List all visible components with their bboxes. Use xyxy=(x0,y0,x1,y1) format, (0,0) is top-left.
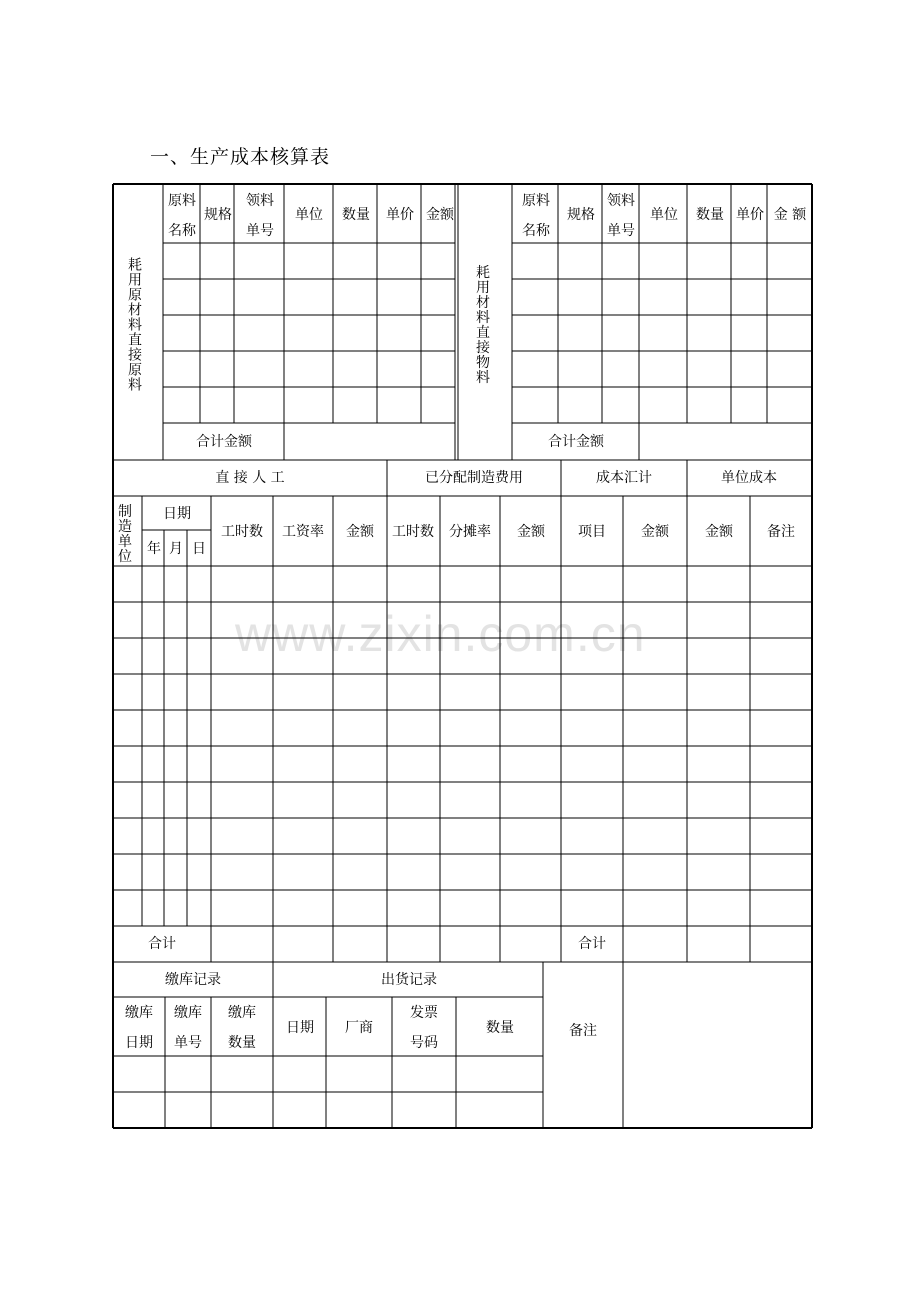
ship-qty-header: 数量 xyxy=(486,1020,514,1036)
labor-amount-header: 金额 xyxy=(346,524,374,540)
invoice-line2: 号码 xyxy=(410,1035,438,1051)
right-header-amount: 金 额 xyxy=(773,207,807,223)
date-header: 日期 xyxy=(163,506,191,522)
item-header: 项目 xyxy=(578,524,606,540)
page-title: 一、生产成本核算表 xyxy=(150,146,331,168)
left-header-req-line1: 领料 xyxy=(246,193,274,209)
remark-header: 备注 xyxy=(767,524,795,540)
left-header-amount: 金额 xyxy=(426,207,454,223)
watermark: www.zixin.com.cn xyxy=(235,606,646,662)
cost-total-left: 合计 xyxy=(148,936,176,952)
right-header-req-line1: 领料 xyxy=(607,193,635,209)
alloc-rate-header: 分摊率 xyxy=(449,524,491,540)
right-side-label: 耗用材料直接物料 xyxy=(476,265,490,386)
left-header-unit: 单位 xyxy=(295,207,323,223)
month-header: 月 xyxy=(169,541,183,557)
left-header-name-line2: 名称 xyxy=(168,223,196,239)
overhead-hours-header: 工时数 xyxy=(392,524,434,540)
summary-amount-header: 金额 xyxy=(641,524,669,540)
left-header-name-line1: 原料 xyxy=(168,193,196,209)
overhead-header: 已分配制造费用 xyxy=(425,470,523,486)
direct-labor-header: 直 接 人 工 xyxy=(215,470,285,486)
right-header-qty: 数量 xyxy=(696,207,724,223)
mfg-unit-header: 制造单位 xyxy=(118,504,132,565)
stock-qty-line2: 数量 xyxy=(228,1035,256,1051)
vendor-header: 厂商 xyxy=(345,1020,373,1036)
invoice-line1: 发票 xyxy=(410,1005,438,1021)
cost-total-right: 合计 xyxy=(578,936,606,952)
stock-qty-line1: 缴库 xyxy=(228,1005,256,1021)
left-side-label: 耗用原材料直接原料 xyxy=(128,257,142,394)
right-header-price: 单价 xyxy=(736,207,764,223)
unit-cost-header: 单位成本 xyxy=(721,470,777,486)
unit-cost-amount-header: 金额 xyxy=(705,524,733,540)
stock-no-line2: 单号 xyxy=(174,1035,202,1051)
right-header-name-line2: 名称 xyxy=(522,223,550,239)
stock-in-header: 缴库记录 xyxy=(165,972,221,988)
left-total-label: 合计金额 xyxy=(196,434,252,450)
ship-date-header: 日期 xyxy=(286,1020,314,1036)
left-header-spec: 规格 xyxy=(204,207,232,223)
stock-no-line1: 缴库 xyxy=(174,1005,202,1021)
day-header: 日 xyxy=(192,541,206,557)
year-header: 年 xyxy=(147,541,161,557)
shipping-header: 出货记录 xyxy=(381,972,437,988)
overhead-amount-header: 金额 xyxy=(517,524,545,540)
right-header-unit: 单位 xyxy=(650,207,678,223)
right-header-spec: 规格 xyxy=(567,207,595,223)
records-remark-header: 备注 xyxy=(569,1023,597,1039)
left-header-price: 单价 xyxy=(386,207,414,223)
wage-rate-header: 工资率 xyxy=(282,524,324,540)
hours-header: 工时数 xyxy=(221,524,263,540)
stock-date-line2: 日期 xyxy=(125,1035,153,1051)
left-header-qty: 数量 xyxy=(342,207,370,223)
stock-date-line1: 缴库 xyxy=(125,1005,153,1021)
cost-summary-header: 成本汇计 xyxy=(596,470,652,486)
right-header-req-line2: 单号 xyxy=(607,223,635,239)
left-header-req-line2: 单号 xyxy=(246,223,274,239)
right-header-name-line1: 原料 xyxy=(522,193,550,209)
right-total-label: 合计金额 xyxy=(548,434,604,450)
